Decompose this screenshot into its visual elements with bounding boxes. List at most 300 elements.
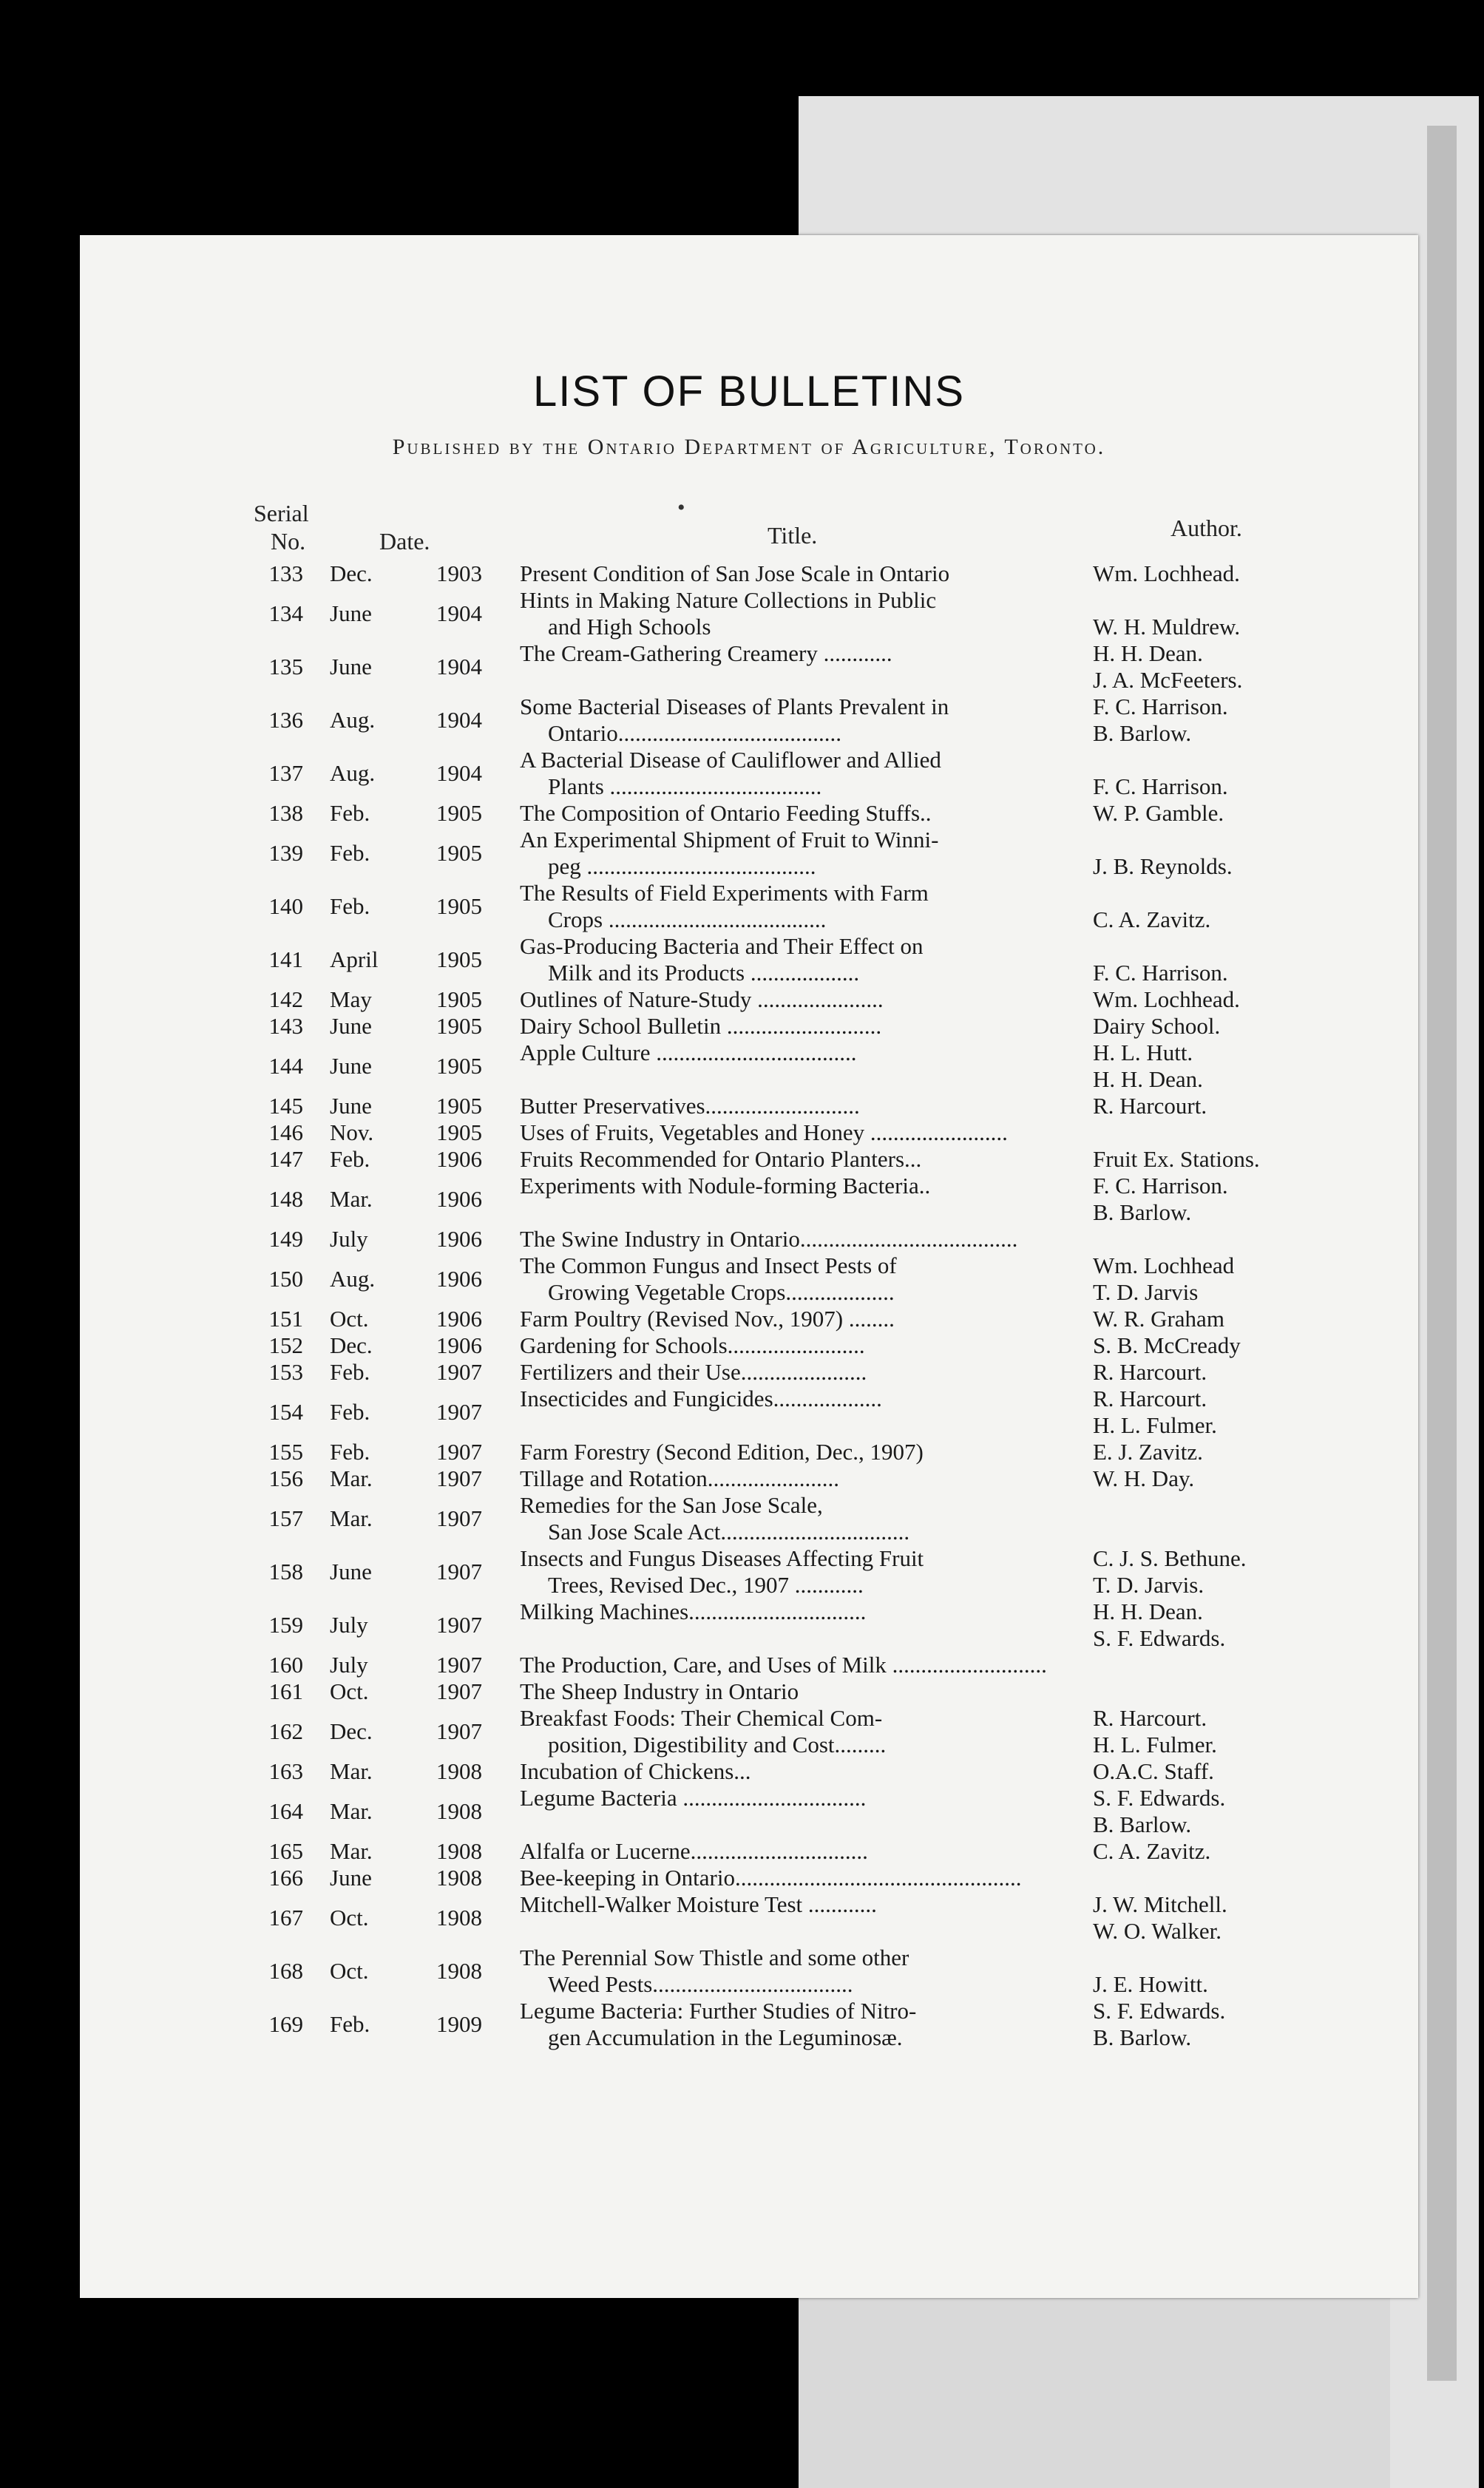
bulletin-serial: 158 xyxy=(268,1559,303,1584)
bulletin-author xyxy=(1093,1758,1418,1785)
bulletin-author xyxy=(1093,1492,1418,1519)
bulletin-year: 1904 xyxy=(436,707,482,733)
bulletin-year: 1907 xyxy=(436,1559,482,1584)
bulletin-row xyxy=(80,1998,1418,2051)
bulletin-row xyxy=(80,1891,1418,1945)
bulletin-title-line: Fertilizers and their Use...................... xyxy=(520,1359,867,1385)
bulletin-row xyxy=(80,1253,1418,1306)
bulletin-author-line: C. J. S. Bethune. xyxy=(1093,1545,1247,1571)
bulletin-title-line: An Experimental Shipment of Fruit to Winni- xyxy=(520,827,939,853)
bulletin-author xyxy=(1093,560,1418,587)
bulletin-author xyxy=(1093,1891,1418,1945)
bulletin-title-line: The Perennial Sow Thistle and some other xyxy=(520,1945,909,1970)
bulletin-author xyxy=(1093,1386,1418,1439)
bulletin-month: Oct. xyxy=(330,1905,369,1931)
bulletin-author-line: R. Harcourt. xyxy=(1093,1093,1207,1119)
bulletin-row xyxy=(80,1146,1418,1173)
bulletin-year: 1907 xyxy=(436,1678,482,1704)
bulletin-author-line xyxy=(1093,1226,1418,1253)
bulletin-title xyxy=(520,640,1063,667)
bulletin-title-line: The Results of Field Experiments with Farm xyxy=(520,880,929,906)
bulletin-title-line: The Common Fungus and Insect Pests of xyxy=(520,1253,897,1278)
bulletin-author-line: J. W. Mitchell. xyxy=(1093,1891,1227,1917)
bulletin-author-line: W. O. Walker. xyxy=(1093,1918,1222,1944)
bulletin-title-line: Gardening for Schools........................ xyxy=(520,1332,865,1358)
bulletin-row xyxy=(80,827,1418,880)
bulletin-author xyxy=(1093,986,1418,1013)
bulletin-row xyxy=(80,1173,1418,1226)
bulletin-author-line: E. J. Zavitz. xyxy=(1093,1439,1203,1465)
bulletin-month: June xyxy=(330,1559,372,1584)
bulletin-month: Feb. xyxy=(330,1439,370,1465)
bulletin-serial: 161 xyxy=(268,1678,303,1704)
bulletin-year: 1908 xyxy=(436,1758,482,1784)
bulletin-serial: 164 xyxy=(268,1798,303,1824)
bulletin-author xyxy=(1093,800,1418,827)
bulletin-author xyxy=(1093,1013,1418,1040)
bulletin-author xyxy=(1093,1838,1418,1865)
bulletin-author-line: T. D. Jarvis. xyxy=(1093,1572,1205,1598)
bulletin-year: 1907 xyxy=(436,1359,482,1385)
bulletin-month: Aug. xyxy=(330,1266,376,1292)
bulletin-year: 1908 xyxy=(436,1958,482,1984)
bulletin-serial: 168 xyxy=(268,1958,303,1984)
bulletin-year: 1905 xyxy=(436,946,482,972)
bulletin-serial: 166 xyxy=(268,1865,303,1891)
bulletin-author-line: J. A. McFeeters. xyxy=(1093,667,1243,693)
bulletin-serial: 160 xyxy=(268,1652,303,1678)
bulletin-year: 1907 xyxy=(436,1652,482,1678)
bulletin-list xyxy=(80,560,1418,2051)
bulletin-row xyxy=(80,1465,1418,1492)
bulletin-year: 1908 xyxy=(436,1905,482,1931)
bulletin-title xyxy=(520,694,1063,747)
bulletin-serial: 137 xyxy=(268,760,303,786)
bulletin-author xyxy=(1093,1226,1418,1253)
bulletin-title-line: Bee-keeping in Ontario.................................................. xyxy=(520,1865,1022,1891)
bulletin-month: Oct. xyxy=(330,1958,369,1984)
bulletin-author xyxy=(1093,1332,1418,1359)
bulletin-author xyxy=(1093,1705,1418,1758)
bulletin-author-line: J. B. Reynolds. xyxy=(1093,853,1233,879)
bulletin-title-line: Insects and Fungus Diseases Affecting Fruit xyxy=(520,1545,924,1571)
bulletin-author xyxy=(1093,1093,1418,1119)
bulletin-author-line: Wm. Lochhead xyxy=(1093,1253,1235,1278)
bulletin-title-line: Fruits Recommended for Ontario Planters... xyxy=(520,1146,922,1172)
bulletin-title-line: position, Digestibility and Cost......... xyxy=(548,1732,887,1757)
bulletin-month: Aug. xyxy=(330,707,376,733)
bulletin-serial: 165 xyxy=(268,1838,303,1864)
bulletin-serial: 136 xyxy=(268,707,303,733)
bulletin-month: June xyxy=(330,1093,372,1119)
bulletin-row xyxy=(80,1119,1418,1146)
bulletin-row xyxy=(80,1492,1418,1545)
bulletin-title-line: Milking Machines............................... xyxy=(520,1599,867,1624)
bulletin-row xyxy=(80,1838,1418,1865)
bulletin-author-line: W. R. Graham xyxy=(1093,1306,1224,1332)
bulletin-author-line xyxy=(1093,1492,1418,1519)
bulletin-title xyxy=(520,1998,1063,2051)
bulletin-author-line: H. H. Dean. xyxy=(1093,1066,1203,1092)
bulletin-month: June xyxy=(330,600,372,626)
bulletin-author-line xyxy=(1093,587,1418,614)
bulletin-title-line: Some Bacterial Diseases of Plants Prevalent in xyxy=(520,694,949,719)
bulletin-author-line: F. C. Harrison. xyxy=(1093,960,1228,986)
bulletin-title-line: Outlines of Nature-Study ...................... xyxy=(520,986,884,1012)
bulletin-year: 1907 xyxy=(436,1439,482,1465)
bulletin-year: 1905 xyxy=(436,800,482,826)
bulletin-serial: 142 xyxy=(268,986,303,1012)
bulletin-author-line xyxy=(1093,933,1418,960)
bulletin-year: 1905 xyxy=(436,893,482,919)
bulletin-title-line: gen Accumulation in the Leguminosæ. xyxy=(548,2024,903,2050)
bulletin-author-line: C. A. Zavitz. xyxy=(1093,1838,1211,1864)
bulletin-row xyxy=(80,1013,1418,1040)
bulletin-author xyxy=(1093,747,1418,800)
header-no: No. xyxy=(271,528,306,555)
bulletin-serial: 138 xyxy=(268,800,303,826)
bulletin-row xyxy=(80,747,1418,800)
bulletin-row xyxy=(80,800,1418,827)
bulletin-title xyxy=(520,1599,1063,1625)
bulletin-month: May xyxy=(330,986,372,1012)
bulletin-year: 1904 xyxy=(436,600,482,626)
bulletin-year: 1905 xyxy=(436,1119,482,1145)
bulletin-page xyxy=(80,235,1418,2298)
underlying-sheet-bottom xyxy=(799,2277,1390,2488)
bulletin-row xyxy=(80,560,1418,587)
bulletin-author-line xyxy=(1093,747,1418,773)
bulletin-title-line: Dairy School Bulletin ........................... xyxy=(520,1013,882,1039)
bulletin-title-line: A Bacterial Disease of Cauliflower and Allied xyxy=(520,747,941,773)
bulletin-month: Feb. xyxy=(330,1146,370,1172)
bulletin-month: Mar. xyxy=(330,1505,373,1531)
bulletin-row xyxy=(80,1678,1418,1705)
bulletin-author-line: R. Harcourt. xyxy=(1093,1359,1207,1385)
bulletin-author xyxy=(1093,587,1418,640)
bulletin-year: 1903 xyxy=(436,560,482,586)
bulletin-title-line: The Cream-Gathering Creamery ............ xyxy=(520,640,892,666)
bulletin-author xyxy=(1093,880,1418,933)
bulletin-author-line xyxy=(1093,1678,1418,1705)
bulletin-author xyxy=(1093,1359,1418,1386)
bulletin-row xyxy=(80,933,1418,986)
bulletin-author xyxy=(1093,640,1418,694)
bulletin-row xyxy=(80,1040,1418,1093)
bulletin-serial: 133 xyxy=(268,560,303,586)
bulletin-year: 1905 xyxy=(436,1093,482,1119)
bulletin-title-line: Ontario....................................... xyxy=(548,720,841,746)
bulletin-month: June xyxy=(330,1053,372,1079)
bulletin-author-line: C. A. Zavitz. xyxy=(1093,906,1211,932)
bulletin-year: 1906 xyxy=(436,1306,482,1332)
bulletin-serial: 149 xyxy=(268,1226,303,1252)
bulletin-month: June xyxy=(330,654,372,679)
bulletin-month: July xyxy=(330,1612,368,1638)
bulletin-author-line: B. Barlow. xyxy=(1093,2024,1192,2050)
bulletin-author xyxy=(1093,933,1418,986)
bulletin-month: July xyxy=(330,1652,368,1678)
bulletin-year: 1909 xyxy=(436,2011,482,2037)
bulletin-author-line: H. H. Dean. xyxy=(1093,640,1203,666)
bulletin-author-line: W. H. Day. xyxy=(1093,1465,1195,1491)
bulletin-title xyxy=(520,1359,1063,1386)
bulletin-year: 1906 xyxy=(436,1226,482,1252)
bulletin-serial: 134 xyxy=(268,600,303,626)
bulletin-title xyxy=(520,1705,1063,1758)
bulletin-row xyxy=(80,1359,1418,1386)
bulletin-year: 1907 xyxy=(436,1612,482,1638)
bulletin-month: Mar. xyxy=(330,1186,373,1212)
bulletin-serial: 167 xyxy=(268,1905,303,1931)
bulletin-title-line: The Composition of Ontario Feeding Stuffs.. xyxy=(520,800,932,826)
bulletin-serial: 150 xyxy=(268,1266,303,1292)
bulletin-author-line: S. F. Edwards. xyxy=(1093,1625,1226,1651)
bulletin-author-line: H. L. Hutt. xyxy=(1093,1040,1193,1065)
bulletin-row xyxy=(80,1945,1418,1998)
bulletin-author-line: Wm. Lochhead. xyxy=(1093,560,1240,586)
bulletin-year: 1905 xyxy=(436,1013,482,1039)
bulletin-serial: 147 xyxy=(268,1146,303,1172)
bulletin-title xyxy=(520,1040,1063,1066)
page-subtitle: Published by the Ontario Department of Agriculture, Toronto. xyxy=(392,435,1106,459)
bulletin-title-line: Farm Forestry (Second Edition, Dec., 1907) xyxy=(520,1439,924,1465)
bulletin-month: Oct. xyxy=(330,1306,369,1332)
bulletin-month: July xyxy=(330,1226,368,1252)
bulletin-serial: 141 xyxy=(268,946,303,972)
bulletin-row xyxy=(80,1652,1418,1678)
header-author: Author. xyxy=(1170,515,1242,541)
bulletin-author-line: S. F. Edwards. xyxy=(1093,1785,1226,1811)
bulletin-serial: 139 xyxy=(268,840,303,866)
bulletin-title xyxy=(520,1492,1063,1545)
bulletin-year: 1906 xyxy=(436,1266,482,1292)
bulletin-title-line: Gas-Producing Bacteria and Their Effect on xyxy=(520,933,924,959)
bulletin-title-line: Butter Preservatives........................... xyxy=(520,1093,860,1119)
bulletin-title-line: Apple Culture ................................... xyxy=(520,1040,857,1065)
bulletin-author xyxy=(1093,827,1418,880)
bulletin-author-line: B. Barlow. xyxy=(1093,720,1192,746)
bulletin-month: Feb. xyxy=(330,840,370,866)
bulletin-title xyxy=(520,1306,1063,1332)
bulletin-year: 1908 xyxy=(436,1798,482,1824)
bulletin-month: Feb. xyxy=(330,800,370,826)
bulletin-serial: 146 xyxy=(268,1119,303,1145)
bulletin-title xyxy=(520,1439,1063,1465)
bulletin-title xyxy=(520,1013,1063,1040)
bulletin-serial: 144 xyxy=(268,1053,303,1079)
bulletin-title xyxy=(520,560,1063,587)
bulletin-month: Aug. xyxy=(330,760,376,786)
bulletin-month: Feb. xyxy=(330,893,370,919)
bulletin-title-line: Experiments with Nodule-forming Bacteria.. xyxy=(520,1173,931,1199)
bulletin-serial: 155 xyxy=(268,1439,303,1465)
bulletin-year: 1907 xyxy=(436,1399,482,1425)
bulletin-author xyxy=(1093,1040,1418,1093)
bulletin-author-line: S. B. McCready xyxy=(1093,1332,1241,1358)
page-title: LIST OF BULLETINS xyxy=(532,367,966,416)
bulletin-title-line: Tillage and Rotation....................... xyxy=(520,1465,839,1491)
bulletin-author-line: B. Barlow. xyxy=(1093,1811,1192,1837)
bulletin-row xyxy=(80,1785,1418,1838)
bulletin-month: Mar. xyxy=(330,1798,373,1824)
bulletin-author-line: J. E. Howitt. xyxy=(1093,1971,1208,1997)
bulletin-title xyxy=(520,1678,1063,1705)
bulletin-serial: 143 xyxy=(268,1013,303,1039)
bulletin-author-line: H. L. Fulmer. xyxy=(1093,1412,1217,1438)
bulletin-month: Mar. xyxy=(330,1465,373,1491)
bulletin-author-line xyxy=(1093,1119,1418,1146)
bulletin-title xyxy=(520,587,1063,640)
bulletin-row xyxy=(80,1439,1418,1465)
bulletin-serial: 169 xyxy=(268,2011,303,2037)
bulletin-row xyxy=(80,1093,1418,1119)
bulletin-title-line: The Sheep Industry in Ontario xyxy=(520,1678,799,1704)
bulletin-serial: 140 xyxy=(268,893,303,919)
bulletin-row xyxy=(80,1226,1418,1253)
bulletin-month: Mar. xyxy=(330,1758,373,1784)
bulletin-year: 1907 xyxy=(436,1718,482,1744)
bulletin-title xyxy=(520,747,1063,800)
bulletin-title xyxy=(520,1891,1063,1918)
bulletin-title-line: The Swine Industry in Ontario...................................... xyxy=(520,1226,1018,1252)
bulletin-title-line: Insecticides and Fungicides................... xyxy=(520,1386,882,1411)
bulletin-row xyxy=(80,694,1418,747)
bulletin-row xyxy=(80,880,1418,933)
bulletin-title xyxy=(520,1652,1063,1678)
bulletin-title-line: Plants ..................................... xyxy=(548,773,822,799)
bulletin-month: Nov. xyxy=(330,1119,374,1145)
bulletin-author xyxy=(1093,1439,1418,1465)
header-serial: Serial xyxy=(254,500,309,526)
bulletin-title-line: Farm Poultry (Revised Nov., 1907) ........ xyxy=(520,1306,895,1332)
bulletin-title-line: Breakfast Foods: Their Chemical Com- xyxy=(520,1705,883,1731)
bulletin-author xyxy=(1093,1545,1418,1599)
bulletin-month: June xyxy=(330,1865,372,1891)
bulletin-author-line: F. C. Harrison. xyxy=(1093,773,1228,799)
bulletin-author xyxy=(1093,1146,1418,1173)
bulletin-title-line: Legume Bacteria: Further Studies of Nitro- xyxy=(520,1998,917,2024)
bulletin-month: April xyxy=(330,946,379,972)
bulletin-title xyxy=(520,1865,1063,1891)
bulletin-serial: 148 xyxy=(268,1186,303,1212)
bulletin-title-line: Trees, Revised Dec., 1907 ............ xyxy=(548,1572,864,1598)
bulletin-title-line: Legume Bacteria ................................ xyxy=(520,1785,867,1811)
bulletin-author xyxy=(1093,1652,1418,1678)
bulletin-title-line: Mitchell-Walker Moisture Test ............ xyxy=(520,1891,877,1917)
bulletin-serial: 152 xyxy=(268,1332,303,1358)
bulletin-year: 1904 xyxy=(436,760,482,786)
bulletin-year: 1906 xyxy=(436,1332,482,1358)
bulletin-author-line xyxy=(1093,1865,1418,1891)
bulletin-title-line: Hints in Making Nature Collections in Public xyxy=(520,587,937,613)
bulletin-row xyxy=(80,1865,1418,1891)
bulletin-serial: 156 xyxy=(268,1465,303,1491)
bulletin-year: 1905 xyxy=(436,986,482,1012)
bulletin-author xyxy=(1093,1678,1418,1705)
bulletin-author-line: O.A.C. Staff. xyxy=(1093,1758,1214,1784)
bulletin-author xyxy=(1093,1253,1418,1306)
bulletin-row xyxy=(80,1386,1418,1439)
bulletin-author xyxy=(1093,1119,1418,1146)
bulletin-serial: 159 xyxy=(268,1612,303,1638)
bulletin-serial: 145 xyxy=(268,1093,303,1119)
bulletin-title xyxy=(520,1838,1063,1865)
bulletin-title xyxy=(520,1386,1063,1412)
bulletin-author-line: R. Harcourt. xyxy=(1093,1705,1207,1731)
bulletin-title xyxy=(520,880,1063,933)
bulletin-year: 1908 xyxy=(436,1838,482,1864)
bulletin-month: Feb. xyxy=(330,2011,370,2037)
bulletin-year: 1906 xyxy=(436,1146,482,1172)
bulletin-title-line: Growing Vegetable Crops................... xyxy=(548,1279,895,1305)
bulletin-author xyxy=(1093,1945,1418,1998)
bulletin-row xyxy=(80,1332,1418,1359)
bulletin-author-line: F. C. Harrison. xyxy=(1093,694,1228,719)
bulletin-title xyxy=(520,1226,1063,1253)
bulletin-title xyxy=(520,1945,1063,1998)
bulletin-serial: 135 xyxy=(268,654,303,679)
bulletin-author-line: F. C. Harrison. xyxy=(1093,1173,1228,1199)
bulletin-title xyxy=(520,800,1063,827)
bulletin-author xyxy=(1093,1599,1418,1652)
bulletin-row xyxy=(80,1545,1418,1599)
bulletin-title-line: Weed Pests................................... xyxy=(548,1971,853,1997)
bulletin-row xyxy=(80,986,1418,1013)
header-title: Title. xyxy=(768,522,818,549)
bulletin-author xyxy=(1093,694,1418,747)
bulletin-title xyxy=(520,1173,1063,1199)
bulletin-year: 1908 xyxy=(436,1865,482,1891)
bulletin-serial: 163 xyxy=(268,1758,303,1784)
bulletin-row xyxy=(80,1758,1418,1785)
bulletin-author-line: Fruit Ex. Stations. xyxy=(1093,1146,1260,1172)
bulletin-author-line xyxy=(1093,1945,1418,1971)
bulletin-month: Dec. xyxy=(330,560,373,586)
underlying-sheet-edge xyxy=(1427,126,1457,2381)
bulletin-author xyxy=(1093,1465,1418,1492)
bulletin-title xyxy=(520,1253,1063,1306)
bulletin-serial: 153 xyxy=(268,1359,303,1385)
bulletin-author-line: R. Harcourt. xyxy=(1093,1386,1207,1411)
bulletin-serial: 157 xyxy=(268,1505,303,1531)
bulletin-year: 1907 xyxy=(436,1465,482,1491)
bulletin-author-line: W. P. Gamble. xyxy=(1093,800,1224,826)
bulletin-author-line: H. L. Fulmer. xyxy=(1093,1732,1217,1757)
bulletin-title-line: The Production, Care, and Uses of Milk ........................... xyxy=(520,1652,1047,1678)
bulletin-month: Mar. xyxy=(330,1838,373,1864)
bulletin-author-line: S. F. Edwards. xyxy=(1093,1998,1226,2024)
bulletin-title xyxy=(520,1093,1063,1119)
bulletin-author-line: T. D. Jarvis xyxy=(1093,1279,1199,1305)
bulletin-title xyxy=(520,827,1063,880)
bulletin-year: 1906 xyxy=(436,1186,482,1212)
bulletin-title-line: Remedies for the San Jose Scale, xyxy=(520,1492,823,1518)
bulletin-month: Oct. xyxy=(330,1678,369,1704)
bulletin-author xyxy=(1093,1306,1418,1332)
bulletin-month: Dec. xyxy=(330,1332,373,1358)
bulletin-title xyxy=(520,1332,1063,1359)
bulletin-year: 1905 xyxy=(436,840,482,866)
bulletin-title xyxy=(520,933,1063,986)
bulletin-year: 1907 xyxy=(436,1505,482,1531)
bulletin-month: June xyxy=(330,1013,372,1039)
bulletin-title-line: Uses of Fruits, Vegetables and Honey ........................ xyxy=(520,1119,1008,1145)
bulletin-year: 1904 xyxy=(436,654,482,679)
bulletin-month: Dec. xyxy=(330,1718,373,1744)
bulletin-row xyxy=(80,587,1418,640)
bulletin-title-line: Alfalfa or Lucerne............................... xyxy=(520,1838,868,1864)
